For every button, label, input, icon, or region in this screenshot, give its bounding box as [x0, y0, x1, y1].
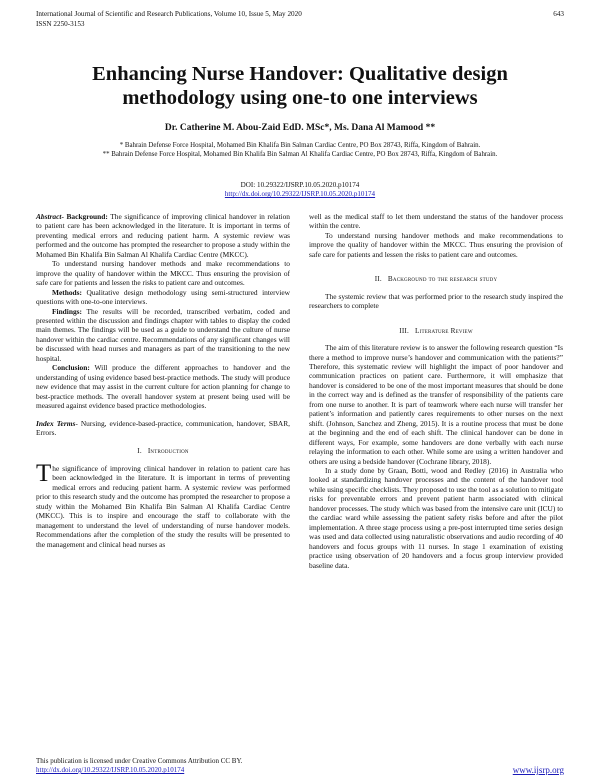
page-footer [36, 757, 564, 775]
findings-text: The results will be recorded, transcribed verbatim, coded and presented within the discussion and findings chapter with tables to display the coded main themes. The findings will be used as a guide to understand the culture of nurse handover within the cardiac centre. Recommendations of any significant changes will be discussed with head nurses and managers as part of the transitioning to the new hospital. [36, 306, 290, 363]
literature-review-paragraph-1: The aim of this literature review is to answer the following research question “Is there a method to improve nurse’s handover and communication with the patients?” Therefore, this systematic review will highlight the impact of poor handover and communication practices on patient care. Furthermore, it will emphasize that handover is considered to be one of the most important measures that should be done in the correct way and is defined as the transfer of responsibility of the patients care from one nurse to another. It is part of teamwork where each nurse will transfer her patient’s information and patiently cares requirements to other nurses on the next shift. (Johnson, Sanchez and Zheng, 2015). It is a routine process that must be done at the beginning and the end of each shift. The clinical handover can be done in different ways, For example, some handovers are done verbally with each nurse relaying the information to each other. While some are using a written handover and others are using a bedside handover (Cochrane library, 2018). [309, 343, 563, 466]
background-label: Background: [66, 212, 108, 221]
methods-text: Qualitative design methodology using semi-structured interview questions with one-to-one interviews. [36, 287, 290, 307]
title-line-2: methodology using one-to one interviews [122, 87, 478, 109]
introduction-continued: well as the medical staff to let them understand the status of the handover process within the centre. [309, 212, 563, 231]
abstract-findings [36, 307, 290, 364]
doi-block [20, 181, 580, 200]
doi-link[interactable]: http://dx.doi.org/10.29322/IJSRP.10.05.2020.p10174 [224, 190, 376, 199]
abstract-background-2: To understand nursing handover methods and make recommendations to improve the quality of handover within the MKCC. Thus ensuring the provision of safe care for patients and lessen the risks to patient care and outcomes. [36, 259, 290, 288]
paper-title [20, 62, 580, 110]
literature-review-paragraph-2: In a study done by Graan, Botti, wood and Redley (2016) in Australia who looked at standardizing handover processes and the content of the handover tool while using specific checklists. They proposed to use the tool as a solution to mitigate risks for preventable errors and prevent patient harm associated with clinical handover processes. The study which was based from the intensive care unit (ICU) to the cardiac ward while assessing the patient safety risks before and after the pilot implementation. A three stage process using a pre-post interrupted time series design was used and data collected using naturalistic observations and audio recording of 40 handovers and focus groups with 11 nurses. In stage 1 examination of existing practice using observation of 20 handovers and a focus group interview provided baseline data. [309, 465, 563, 570]
abstract-conclusion [36, 363, 290, 410]
conclusion-label: Conclusion: [52, 363, 90, 373]
running-header [36, 10, 564, 29]
abstract-methods [36, 288, 290, 307]
license-text: This publication is licensed under Creative Commons Attribution CC BY. [36, 757, 243, 765]
page-number: 643 [553, 10, 564, 18]
introduction-paragraph-2: To understand nursing handover methods and make recommendations to improve the quality of handover within the MKCC. Thus ensuring the provision of safe care for patients and lessen the risks to patient care and outcomes. [309, 230, 563, 259]
affiliation-2: ** Bahrain Defense Force Hospital, Mohamed Bin Khalifa Bin Salman Al Khalifa Cardiac Centre, PO Box 28743, Riffa, Kingdom of Bahrain. [102, 151, 498, 159]
background-text: The significance of improving clinical handover in relation to patient care has been acknowledged in the literature. It is important in terms of preventing medical errors and reducing patient harm. A systemic review was performed and the outcome has prompted the researcher to propose a study within the Mohamed Bin Khalifa Bin Salman Al Khalifa Cardiac Centre (MKCC). [36, 212, 290, 259]
index-terms [36, 419, 290, 438]
right-column [309, 212, 563, 570]
conclusion-text: Will produce the different approaches to handover and the understanding of using evidence based best-practice methods. The study will produce new evidence that may assist in the current culture for action planning for change to best-practice methods. The overall handover system at present being used will be measured against evidence based practice methodologies. [36, 363, 290, 411]
section-heading-background: II. Background to the research study [374, 275, 498, 284]
footer-doi-link[interactable]: http://dx.doi.org/10.29322/IJSRP.10.05.2020.p10174 [36, 766, 185, 774]
introduction-text: The significance of improving clinical handover in relation to patient care has been acknowledged in the literature. It is important in terms of preventing medical errors and reducing patient harm. A systemic review was performed prior to this research study and the outcome has prompted the researcher to propose a study within the Mohamed Bin Khalifa Bin Salman Al Khalifa Cardiac Centre (MKCC). This is to inspire and encourage the staff to collaborate with the management to understand the level of understanding of nurse handover models. Recommendations after the completion of the study the results will be presented to the management and clinical head nurses as [36, 459, 290, 549]
left-column [36, 212, 290, 549]
methods-label: Methods: [52, 287, 82, 297]
index-terms-text: - Nursing, evidence-based-practice, communication, handover, SBAR, Errors. [36, 418, 290, 437]
affiliations [20, 141, 580, 160]
issn: ISSN 2250-3153 [36, 19, 85, 28]
affiliation-1: * Bahrain Defense Force Hospital, Mohamed Bin Khalifa Bin Salman Cardiac Centre, PO Box 28743, Riffa, Kingdom of Bahrain. [119, 142, 481, 149]
site-link[interactable]: www.ijsrp.org [512, 765, 564, 775]
section-heading-introduction: I. Introduction [137, 447, 189, 456]
findings-label: Findings: [52, 306, 82, 316]
index-terms-label: Index Terms [36, 418, 76, 428]
background-text: The systemic review that was performed prior to the research study inspired the researchers to complete [309, 291, 563, 311]
abstract-label: Abstract- [36, 212, 64, 221]
title-line-1: Enhancing Nurse Handover: Qualitative design [92, 63, 508, 85]
doi-text: DOI: 10.29322/IJSRP.10.05.2020.p10174 [240, 181, 360, 189]
drop-cap: T [36, 459, 52, 487]
abstract-background [36, 212, 290, 259]
authors: Dr. Catherine M. Abou-Zaid EdD. MSc*, Ms. Dana Al Mamood ** [164, 123, 436, 133]
journal-name: International Journal of Scientific and Research Publications, Volume 10, Issue 5, May 2020 [36, 10, 302, 18]
section-heading-literature-review: III. Literature Review [399, 326, 473, 335]
